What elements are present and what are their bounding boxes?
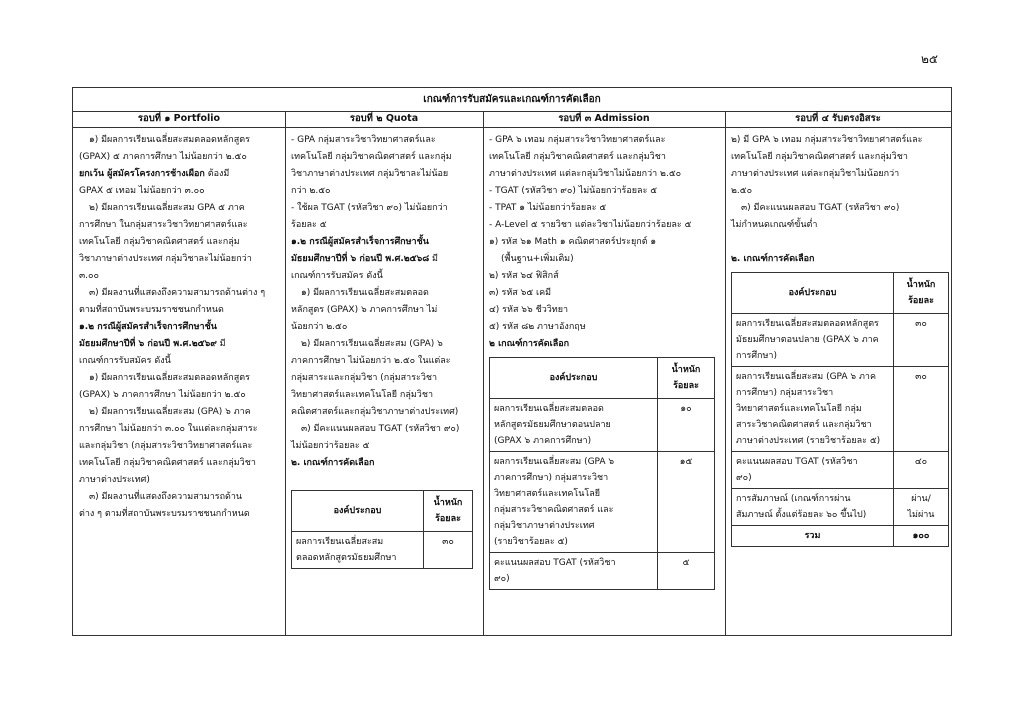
text-line: ๔) รหัส ๖๖ ชีววิทยา — [489, 305, 569, 315]
cell-text: วิทยาศาสตร์และเทคโนโลยี กลุ่ม — [736, 404, 862, 414]
table-row — [490, 452, 715, 553]
cell-text: มัธยมศึกษาตอนปลาย (GPAX ๖ ภาค — [736, 335, 879, 345]
table-cell — [732, 452, 894, 489]
table-row — [490, 399, 715, 452]
text-line: เทคโนโลยี กลุ่มวิชาคณิตศาสตร์ และกลุ่มวิชา — [489, 152, 666, 162]
cell-text: ไม่ผ่าน — [907, 510, 935, 520]
cell-text: สัมภาษณ์ ตั้งแต่ร้อยละ ๖๐ ขึ้นไป) — [736, 510, 867, 520]
cell-text: ผลการเรียนเฉลี่ยสะสม (GPA ๖ ภาค — [736, 372, 877, 382]
text-line: ไม่น้อยกว่าร้อยละ ๕ — [291, 441, 370, 451]
text-line: ไม่กำหนดเกณฑ์ขั้นต่ำ — [731, 220, 818, 230]
text-line: - GPA กลุ่มสาระวิชาวิทยาศาสตร์และ — [291, 135, 436, 145]
text-line: ๒) มีผลการเรียนเฉลี่ยสะสม GPA ๕ ภาค — [89, 203, 245, 213]
text-line: ตามที่สถาบันพระบรมราชชนกกำหนด — [79, 305, 224, 315]
text-line: ๒) มีผลการเรียนเฉลี่ยสะสม (GPA) ๖ ภาค — [89, 407, 251, 417]
text-line: - A-Level ๕ รายวิชา แต่ละวิชาไม่น้อยกว่าร้อยละ ๕ — [489, 220, 692, 230]
text-line: ๓) รหัส ๖๕ เคมี — [489, 288, 552, 298]
text-line: - ใช้ผล TGAT (รหัสวิชา ๙๐) ไม่น้อยกว่า — [291, 203, 448, 213]
text-line: ๒) มี GPA ๖ เทอม กลุ่มสาระวิชาวิทยาศาสตร์และ — [731, 135, 923, 145]
criteria-table — [72, 87, 952, 636]
total-label: รวม — [732, 526, 894, 547]
text-line: หลักสูตร (GPAX) ๖ ภาคการศึกษา ไม่ — [291, 305, 438, 315]
text-line: ๑) มีผลการเรียนเฉลี่ยสะสมตลอดหลักสูตร — [89, 373, 250, 383]
cell-text: ตลอดหลักสูตรมัธยมศึกษา — [296, 553, 397, 563]
table-header-weight — [894, 273, 949, 314]
text-line: และกลุ่มวิชา (กลุ่มสาระวิชาวิทยาศาสตร์และ — [79, 441, 253, 451]
table-header-weight — [658, 358, 715, 399]
text-line: ๒.๕๐ — [731, 186, 753, 196]
cell-text: ๙๐) — [494, 574, 510, 584]
table-row — [292, 532, 473, 569]
cell-text: สาระวิชาคณิตศาสตร์ และกลุ่มวิชา — [736, 420, 872, 430]
section-heading: ๑.๒ กรณีผู้สมัครสำเร็จการศึกษาชั้น — [291, 237, 429, 247]
text-line: GPAX ๕ เทอม ไม่น้อยกว่า ๓.๐๐ — [79, 186, 205, 196]
text-line: น้อยกว่า ๒.๕๐ — [291, 322, 348, 332]
text-line: ภาคการศึกษา ไม่น้อยกว่า ๒.๕๐ ในแต่ละ — [291, 356, 451, 366]
text-line: ๑) มีผลการเรียนเฉลี่ยสะสมตลอดหลักสูตร — [89, 135, 250, 145]
text-line — [291, 251, 481, 268]
text-line: ต่าง ๆ ตามที่สถาบันพระบรมราชชนกกำหนด — [79, 509, 250, 519]
text-line — [79, 166, 282, 183]
text-line: การศึกษา ในกลุ่มสาระวิชาวิทยาศาสตร์และ — [79, 220, 248, 230]
quota-column — [291, 132, 481, 569]
text-line: ๑) มีผลการเรียนเฉลี่ยสะสมตลอด — [301, 288, 429, 298]
table-title: เกณฑ์การรับสมัครและเกณฑ์การคัดเลือก — [73, 88, 951, 112]
cell-text: (รายวิชาร้อยละ ๕) — [494, 537, 568, 547]
text-line: - TGAT (รหัสวิชา ๙๐) ไม่น้อยกว่าร้อยละ ๕ — [489, 186, 658, 196]
text-line: - GPA ๖ เทอม กลุ่มสาระวิชาวิทยาศาสตร์และ — [489, 135, 666, 145]
text-line: กว่า ๒.๕๐ — [291, 186, 331, 196]
direct-criteria-table — [731, 272, 949, 547]
table-header-row — [292, 491, 473, 532]
column-header-portfolio: รอบที่ ๑ Portfolio — [137, 113, 221, 124]
column-divider — [285, 111, 286, 635]
table-header-weight — [424, 491, 473, 532]
table-header-component: องค์ประกอบ — [732, 273, 894, 314]
page-number: ๒๕ — [921, 52, 938, 66]
table-cell-weight: ๓๐ — [894, 367, 949, 452]
table-cell — [490, 553, 658, 590]
cell-text: ผลการเรียนเฉลี่ยสะสม (GPA ๖ — [494, 457, 615, 467]
cell-text: คะแนนผลสอบ TGAT (รหัสวิชา — [494, 558, 616, 568]
table-cell — [490, 399, 658, 452]
total-value: ๑๐๐ — [894, 526, 949, 547]
cell-text: คะแนนผลสอบ TGAT (รหัสวิชา — [736, 457, 858, 467]
column-divider — [483, 111, 484, 635]
text-line: ๓.๐๐ — [79, 271, 99, 281]
cell-text: ผลการเรียนเฉลี่ยสะสมตลอด — [494, 404, 604, 414]
text-line: คณิตศาสตร์และกลุ่มวิชาภาษาต่างประเทศ) — [291, 407, 459, 417]
text-line: เทคโนโลยี กลุ่มวิชาคณิตศาสตร์ และกลุ่ม — [79, 237, 240, 247]
text-line: เทคโนโลยี กลุ่มวิชาคณิตศาสตร์ และกลุ่ม — [291, 152, 452, 162]
table-cell-weight: ๑๐ — [658, 399, 715, 452]
column-header-admission: รอบที่ ๓ Admission — [558, 113, 650, 124]
text-line: เกณฑ์การรับสมัคร ดังนี้ — [79, 356, 171, 366]
text-line: ๒) รหัส ๖๔ ฟิสิกส์ — [489, 271, 559, 281]
text-line: (GPAX) ๕ ภาคการศึกษา ไม่น้อยกว่า ๒.๕๐ — [79, 152, 247, 162]
text-line: เทคโนโลยี กลุ่มวิชาคณิตศาสตร์ และกลุ่มวิชา — [79, 458, 256, 468]
admission-criteria-table — [489, 357, 715, 590]
exception-label: ยกเว้น ผู้สมัครโครงการช้างเผือก — [79, 169, 205, 179]
text-span: มี — [429, 254, 438, 264]
text-line: เทคโนโลยี กลุ่มวิชาคณิตศาสตร์ และกลุ่มวิชา — [731, 152, 908, 162]
weight-unit: ร้อยละ — [435, 514, 461, 524]
cell-text: หลักสูตรมัธยมศึกษาตอนปลาย — [494, 420, 611, 430]
table-cell-weight: ๔๐ — [894, 452, 949, 489]
text-line — [79, 336, 282, 353]
text-line: ภาษาต่างประเทศ แต่ละกลุ่มวิชาไม่น้อยกว่า — [731, 169, 900, 179]
cell-text: ภาคการศึกษา) กลุ่มสาระวิชา — [494, 473, 609, 483]
column-header-direct: รอบที่ ๔ รับตรงอิสระ — [795, 113, 881, 124]
cell-text: วิทยาศาสตร์และเทคโนโลยี — [494, 489, 601, 499]
cell-text: ผลการเรียนเฉลี่ยสะสมตลอดหลักสูตร — [736, 319, 879, 329]
text-line: ภาษาต่างประเทศ) — [79, 475, 150, 485]
section-heading: มัธยมศึกษาปีที่ ๖ ก่อนปี พ.ศ.๒๕๖๙ — [79, 339, 217, 349]
table-header-row — [732, 273, 949, 314]
cell-text: การสัมภาษณ์ (เกณฑ์การผ่าน — [736, 494, 851, 504]
weight-label: น้ำหนัก — [433, 498, 463, 508]
text-line: ร้อยละ ๕ — [291, 220, 327, 230]
section-heading: ๒. เกณฑ์การคัดเลือก — [291, 458, 375, 468]
table-cell-weight: ๓๐ — [424, 532, 473, 569]
text-line: (GPAX) ๖ ภาคการศึกษา ไม่น้อยกว่า ๒.๕๐ — [79, 390, 246, 400]
text-line: - TPAT ๑ ไม่น้อยกว่าร้อยละ ๕ — [489, 203, 607, 213]
weight-unit: ร้อยละ — [673, 381, 699, 391]
cell-text: การศึกษา) — [736, 351, 777, 361]
column-header-quota: รอบที่ ๒ Quota — [349, 113, 419, 124]
table-cell-weight: ๕ — [658, 553, 715, 590]
text-line: ๒) มีผลการเรียนเฉลี่ยสะสม (GPA) ๖ — [301, 339, 443, 349]
section-heading: ๑.๒ กรณีผู้สมัครสำเร็จการศึกษาชั้น — [79, 322, 217, 332]
table-header-component: องค์ประกอบ — [292, 491, 424, 532]
table-row — [732, 489, 949, 526]
cell-text: ๙๐) — [736, 473, 752, 483]
text-line: (พื้นฐาน+เพิ่มเติม) — [501, 254, 574, 264]
text-line: ๕) รหัส ๘๒ ภาษาอังกฤษ — [489, 322, 586, 332]
column-divider — [725, 111, 726, 635]
table-row — [732, 314, 949, 367]
text-line: ๓) มีผลงานที่แสดงถึงความสามารถด้าน — [89, 492, 243, 502]
table-cell — [292, 532, 424, 569]
table-cell-weight: ๑๕ — [658, 452, 715, 553]
admission-column — [489, 132, 723, 590]
quota-criteria-table — [291, 490, 473, 569]
cell-text: ผลการเรียนเฉลี่ยสะสม — [296, 537, 384, 547]
table-row — [732, 367, 949, 452]
weight-label: น้ำหนัก — [906, 280, 936, 290]
table-row — [490, 553, 715, 590]
table-cell — [732, 367, 894, 452]
text-span: มี — [216, 339, 226, 349]
text-line: ๓) มีคะแนนผลสอบ TGAT (รหัสวิชา ๙๐) — [741, 203, 900, 213]
weight-label: น้ำหนัก — [671, 365, 701, 375]
text-line: วิชาภาษาต่างประเทศ กลุ่มวิชาละไม่น้อย — [291, 169, 449, 179]
table-row — [732, 452, 949, 489]
cell-text: (GPAX ๖ ภาคการศึกษา) — [494, 436, 592, 446]
cell-text: กลุ่มวิชาภาษาต่างประเทศ — [494, 521, 595, 531]
text-line: ภาษาต่างประเทศ แต่ละกลุ่มวิชาไม่น้อยกว่า ๒.๕๐ — [489, 169, 682, 179]
table-header-row — [490, 358, 715, 399]
portfolio-column — [79, 132, 282, 523]
table-header-component: องค์ประกอบ — [490, 358, 658, 399]
cell-text: ภาษาต่างประเทศ (รายวิชาร้อยละ ๕) — [736, 436, 881, 446]
section-heading: มัธยมศึกษาปีที่ ๖ ก่อนปี พ.ศ.๒๕๖๘ — [291, 254, 430, 264]
text-span: ต้องมี — [204, 169, 230, 179]
text-line: วิชาภาษาต่างประเทศ กลุ่มวิชาละไม่น้อยกว่า — [79, 254, 252, 264]
cell-text: กลุ่มสาระวิชาคณิตศาสตร์ และ — [494, 505, 614, 515]
direct-column — [731, 132, 949, 547]
text-line: กลุ่มสาระและกลุ่มวิชา (กลุ่มสาระวิชา — [291, 373, 438, 383]
table-cell — [490, 452, 658, 553]
text-line: การศึกษา ไม่น้อยกว่า ๓.๐๐ ในแต่ละกลุ่มสาระ — [79, 424, 258, 434]
table-cell-weight — [894, 489, 949, 526]
table-total-row — [732, 526, 949, 547]
table-cell — [732, 489, 894, 526]
cell-text: การศึกษา) กลุ่มสาระวิชา — [736, 388, 834, 398]
text-line: ๓) มีผลงานที่แสดงถึงความสามารถด้านต่าง ๆ — [89, 288, 266, 298]
table-cell-weight: ๓๐ — [894, 314, 949, 367]
section-heading: ๒ เกณฑ์การคัดเลือก — [489, 339, 570, 349]
text-line: เกณฑ์การรับสมัคร ดังนี้ — [291, 271, 383, 281]
column-headers — [73, 111, 951, 128]
weight-unit: ร้อยละ — [908, 296, 934, 306]
text-line: ๑) รหัส ๖๑ Math ๑ คณิตศาสตร์ประยุกต์ ๑ — [489, 237, 657, 247]
text-line: ๓) มีคะแนนผลสอบ TGAT (รหัสวิชา ๙๐) — [301, 424, 460, 434]
text-line: วิทยาศาสตร์และเทคโนโลยี กลุ่มวิชา — [291, 390, 434, 400]
table-cell — [732, 314, 894, 367]
section-heading: ๒. เกณฑ์การคัดเลือก — [731, 254, 815, 264]
cell-text: ผ่าน/ — [911, 494, 931, 504]
